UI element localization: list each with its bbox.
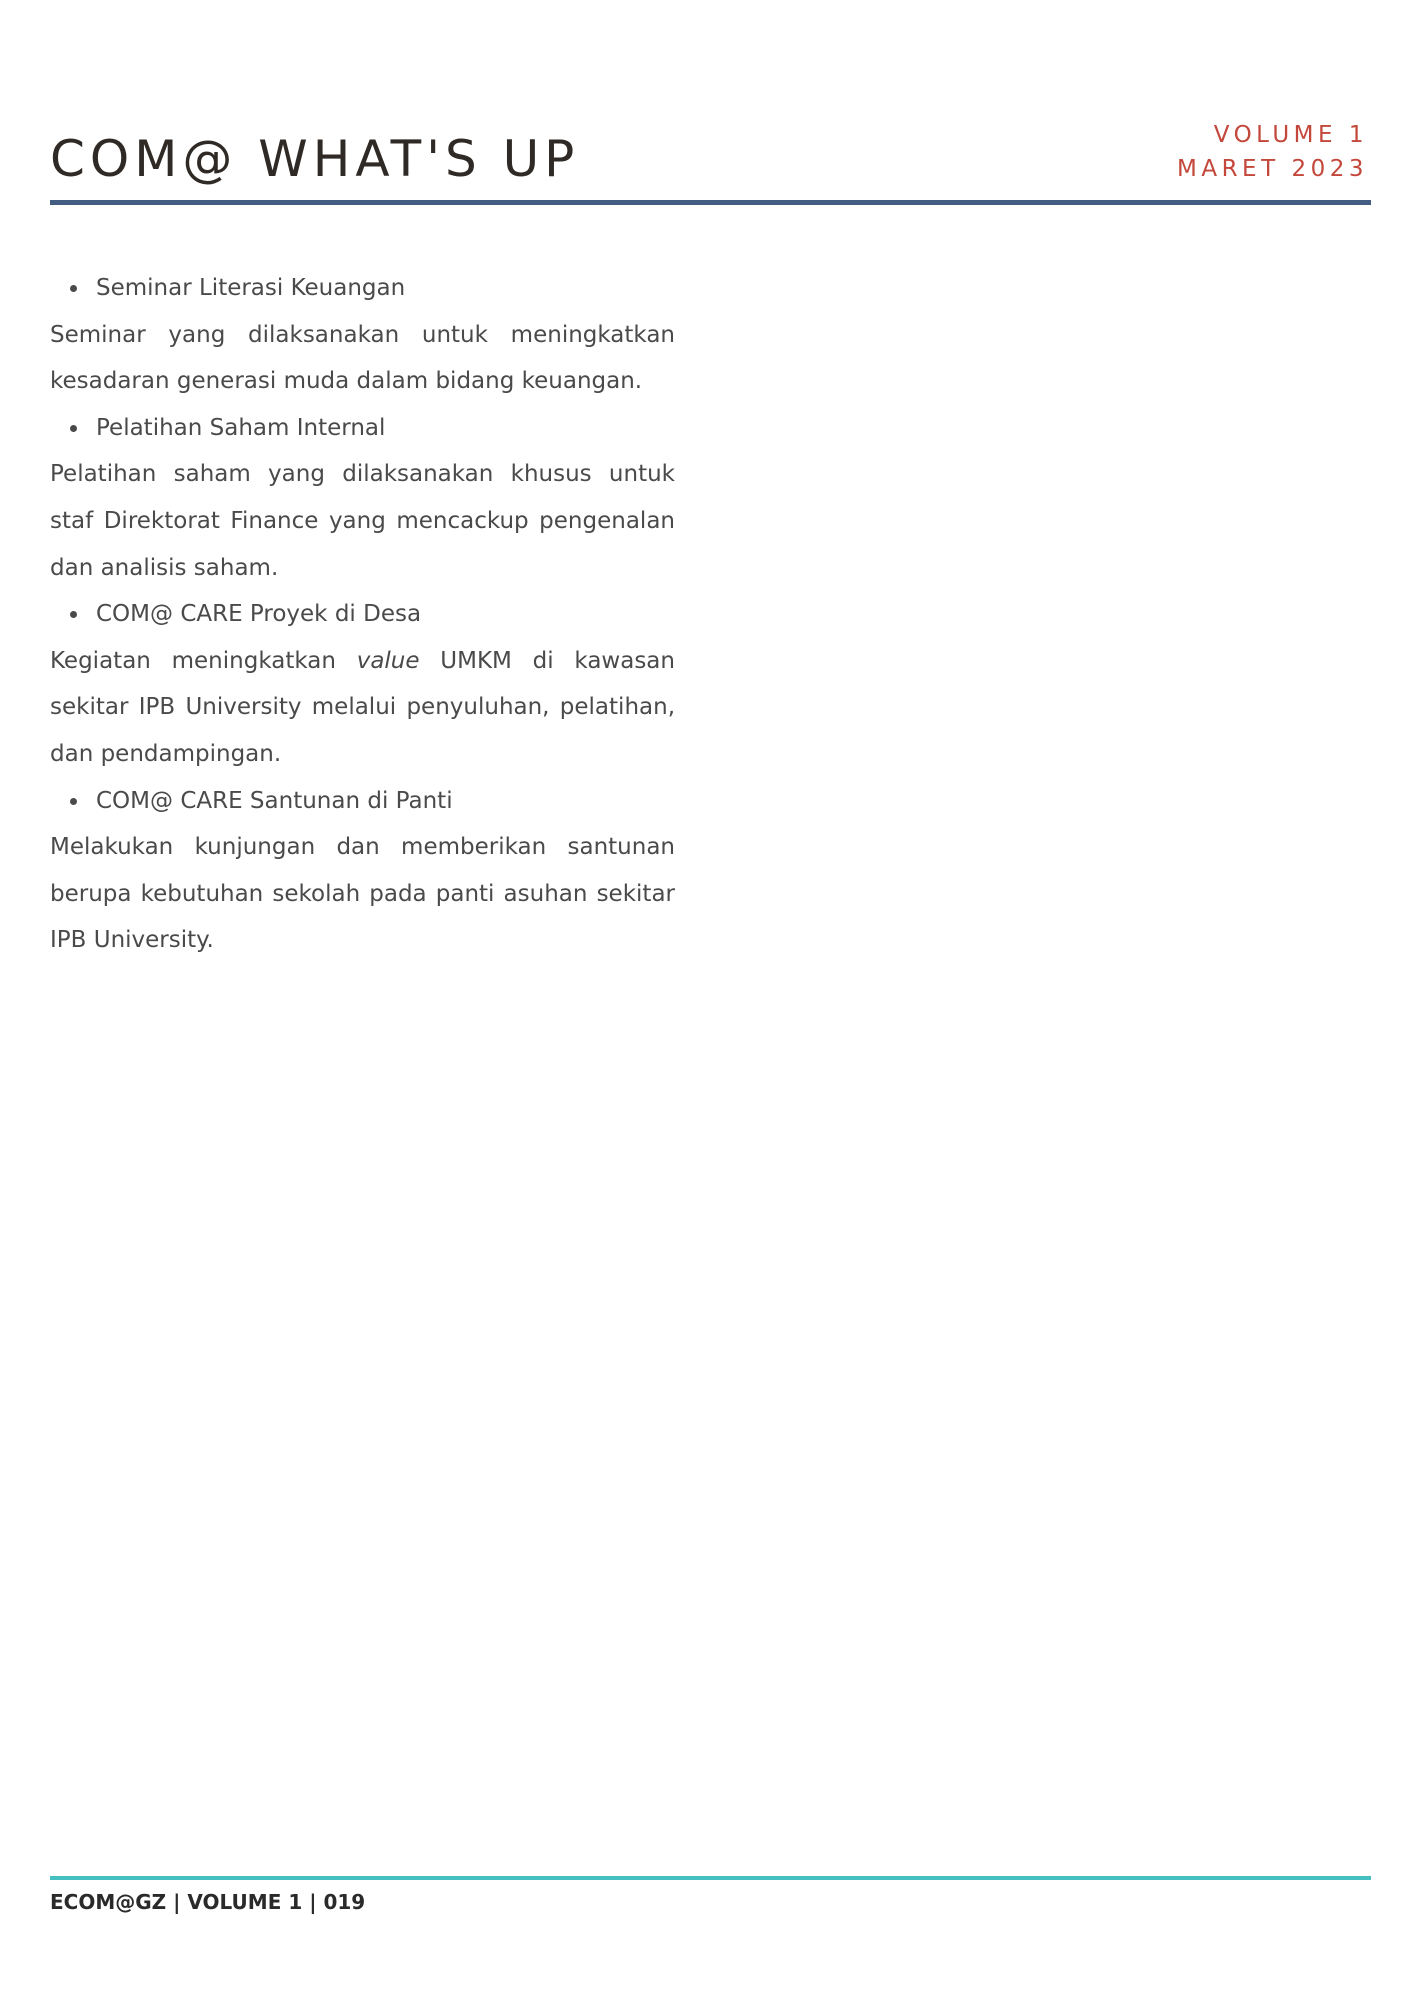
item-description: Seminar yang dilaksanakan untuk meningkatkan kesadaran generasi muda dalam bidang keuangan. bbox=[50, 321, 675, 395]
item-heading: COM@ CARE Proyek di Desa bbox=[96, 601, 422, 628]
description-text: UMKM di kawasan sekitar IPB University melalui penyuluhan, pelatihan, dan pendampingan. bbox=[50, 647, 675, 767]
footer-label: ECOM@GZ | VOLUME 1 | 019 bbox=[50, 1890, 366, 1914]
list-item-heading bbox=[50, 405, 675, 452]
header-divider bbox=[50, 200, 1371, 205]
item-description bbox=[50, 638, 675, 778]
item-heading: Pelatihan Saham Internal bbox=[96, 414, 386, 441]
bullet-icon bbox=[70, 285, 77, 292]
activity-list bbox=[50, 265, 675, 964]
bullet-icon bbox=[70, 611, 77, 618]
list-item-heading bbox=[50, 265, 675, 312]
description-text: Kegiatan meningkatkan bbox=[50, 647, 336, 674]
issue-date: MARET 2023 bbox=[1177, 156, 1368, 182]
item-heading: COM@ CARE Santunan di Panti bbox=[96, 787, 453, 814]
bullet-icon bbox=[70, 425, 77, 432]
description-italic: value bbox=[356, 647, 420, 674]
list-item-heading bbox=[50, 778, 675, 825]
issue-info bbox=[1177, 118, 1368, 186]
bullet-icon bbox=[70, 798, 77, 805]
item-heading: Seminar Literasi Keuangan bbox=[96, 275, 406, 301]
item-description: Pelatihan saham yang dilaksanakan khusus untuk staf Direktorat Finance yang mencackup pengenalan dan analisis saham. bbox=[50, 461, 675, 581]
footer-divider bbox=[50, 1876, 1371, 1880]
volume-label: VOLUME 1 bbox=[1213, 122, 1368, 148]
list-item-heading bbox=[50, 591, 675, 638]
page-title: COM@ WHAT'S UP bbox=[50, 130, 580, 188]
item-description: Melakukan kunjungan dan memberikan santunan berupa kebutuhan sekolah pada panti asuhan sekitar IPB University. bbox=[50, 834, 675, 954]
